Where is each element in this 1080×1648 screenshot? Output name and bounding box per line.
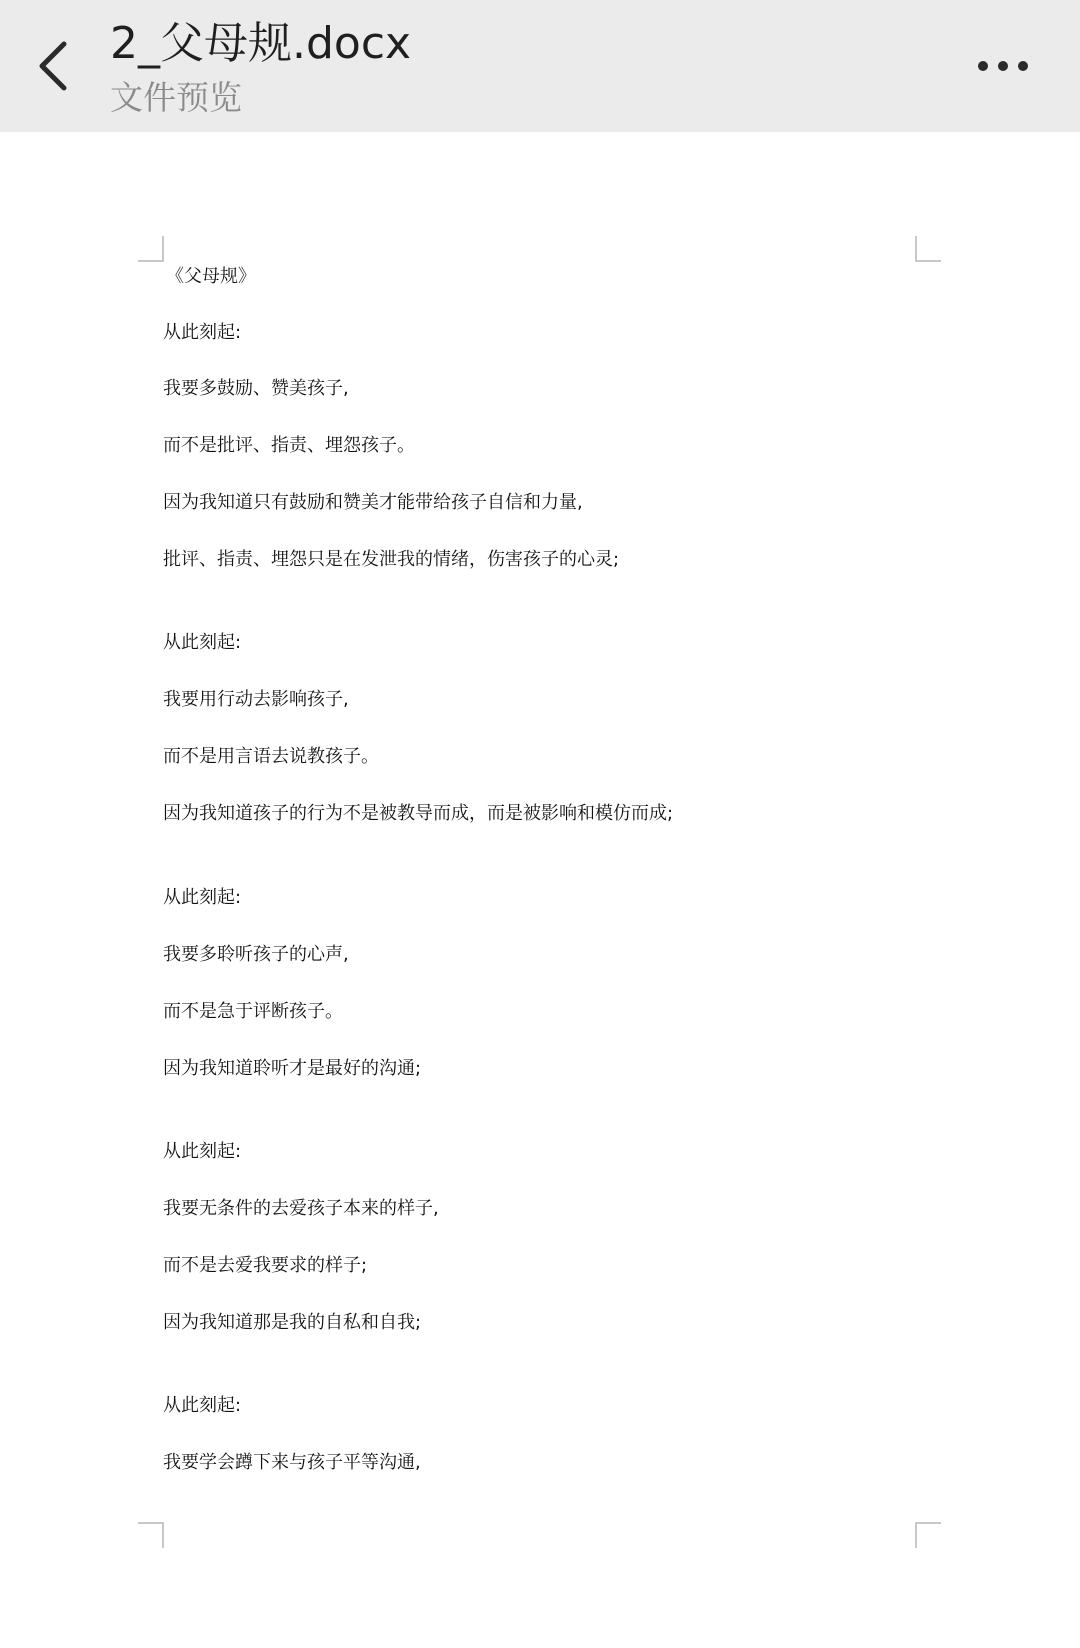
document-line: 从此刻起: — [163, 1395, 242, 1416]
document-line: 因为我知道孩子的行为不是被教导而成，而是被影响和模仿而成; — [163, 803, 674, 824]
document-line: 而不是批评、指责、埋怨孩子。 — [163, 435, 415, 456]
document-line: 我要多聆听孩子的心声, — [163, 944, 349, 965]
page-corner-top-left — [138, 236, 164, 262]
document-line: 从此刻起: — [163, 887, 242, 908]
document-line: 我要学会蹲下来与孩子平等沟通, — [163, 1452, 421, 1473]
app-header — [0, 0, 1080, 132]
more-horizontal-icon — [972, 44, 1052, 88]
document-line: 因为我知道那是我的自私和自我; — [163, 1312, 422, 1333]
document-heading: 《父母规》 — [166, 266, 256, 287]
document-line: 从此刻起: — [163, 632, 242, 653]
document-line: 而不是去爱我要求的样子; — [163, 1255, 368, 1276]
more-options-button[interactable] — [972, 44, 1052, 88]
document-preview-area[interactable] — [0, 132, 1080, 1648]
document-line: 批评、指责、埋怨只是在发泄我的情绪，伤害孩子的心灵; — [163, 549, 620, 570]
document-line: 从此刻起: — [163, 1141, 242, 1162]
document-line: 因为我知道聆听才是最好的沟通; — [163, 1058, 422, 1079]
page-corner-top-right — [915, 236, 941, 262]
document-line: 我要用行动去影响孩子, — [163, 689, 349, 710]
back-button[interactable] — [24, 30, 84, 102]
page-corner-bottom-right — [915, 1522, 941, 1548]
document-line: 我要多鼓励、赞美孩子, — [163, 378, 349, 399]
document-line: 我要无条件的去爱孩子本来的样子, — [163, 1198, 439, 1219]
document-line: 而不是急于评断孩子。 — [163, 1001, 343, 1022]
document-line: 而不是用言语去说教孩子。 — [163, 746, 379, 767]
file-title: 2_父母规.docx — [110, 18, 412, 69]
page-corner-bottom-left — [138, 1522, 164, 1548]
file-preview-label: 文件预览 — [110, 78, 242, 117]
chevron-left-icon — [24, 30, 84, 102]
document-line: 从此刻起: — [163, 322, 242, 343]
document-line: 因为我知道只有鼓励和赞美才能带给孩子自信和力量, — [163, 492, 583, 513]
